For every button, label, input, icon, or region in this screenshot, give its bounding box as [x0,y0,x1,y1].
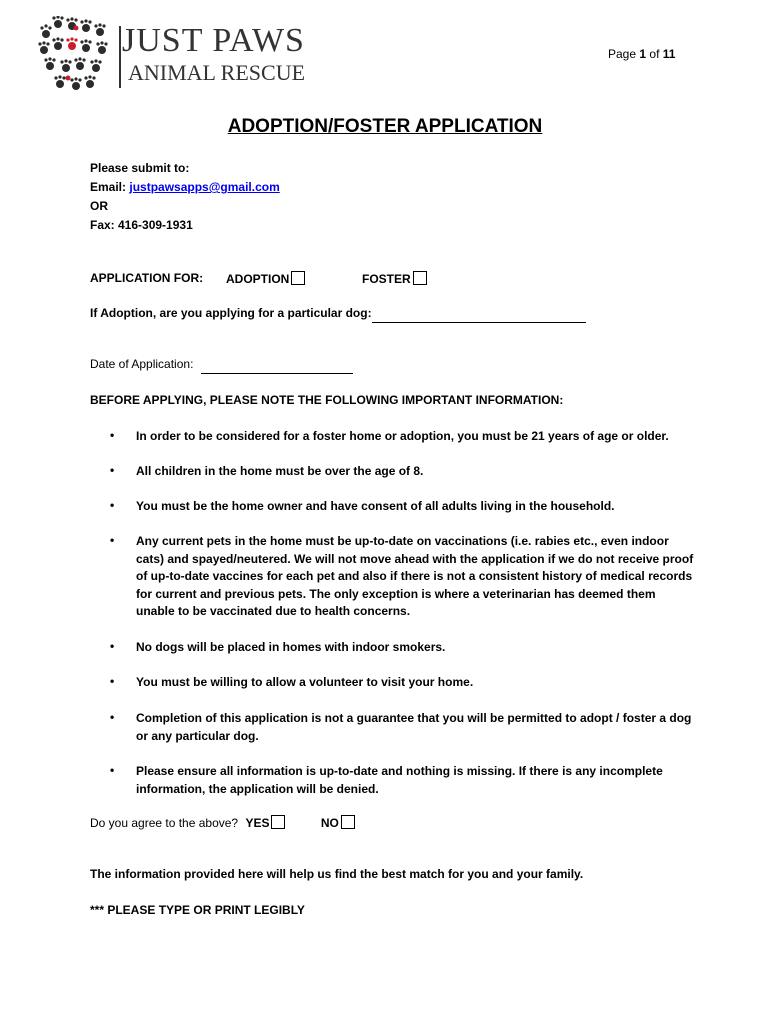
fax-text: Fax: 416-309-1931 [90,218,193,232]
yes-label: YES [245,816,270,830]
list-item: In order to be considered for a foster home or adoption, you must be 21 years of age or older. [136,429,669,443]
date-row [90,357,353,374]
particular-dog-label: If Adoption, are you applying for a particular dog: [90,306,372,320]
logo-line-1: JUST PAWS [122,22,305,59]
page-title: ADOPTION/FOSTER APPLICATION [227,116,543,137]
adoption-label: ADOPTION [226,272,290,286]
submit-heading: Please submit to: [90,161,190,175]
bullet-icon: • [110,710,115,724]
list-item: You must be the home owner and have consent of all adults living in the household. [136,499,615,513]
page-number: Page 1 of 11 [608,47,676,61]
bullet-icon: • [110,533,115,547]
date-field[interactable] [201,359,353,374]
no-label: NO [320,816,339,830]
adoption-checkbox[interactable] [291,271,305,285]
list-item: All children in the home must be over the age of 8. [136,464,424,478]
list-item: You must be willing to allow a volunteer to visit your home. [136,675,474,689]
foster-checkbox[interactable] [413,271,427,285]
list-item: Any current pets in the home must be up-to-date on vaccinations (i.e. rabies etc., even indoor cats) and spayed/neutered. We will not move ahead with the application if we do not receive proof of up-to-date vaccines for each pet and also if there is not a consistent history of medical records for current and previous pets. The only exception is where a veterinarian has deemed them unable to be vaccinated due to health concerns. [136,534,694,618]
bullet-icon: • [110,763,115,777]
email-label: Email: [90,180,127,194]
bullet-icon: • [110,674,115,688]
particular-dog-field[interactable] [372,308,586,323]
bullet-icon: • [110,639,115,653]
agree-row [90,815,355,830]
foster-option [362,271,427,286]
yes-checkbox[interactable] [271,815,285,829]
email-link[interactable]: justpawsapps@gmail.com [129,180,280,194]
particular-dog-row [90,306,586,323]
agree-question: Do you agree to the above? [90,816,239,830]
email-row [90,180,280,194]
list-item: No dogs will be placed in homes with indoor smokers. [136,640,446,654]
adoption-option [226,271,305,286]
application-for-label: APPLICATION FOR: [90,271,204,285]
info-line: The information provided here will help us find the best match for you and your family. [90,867,584,881]
date-label: Date of Application: [90,357,194,371]
paw-prints-icon [38,16,107,90]
or-text: OR [90,199,108,213]
bullet-icon: • [110,498,115,512]
list-item: Please ensure all information is up-to-date and nothing is missing. If there is any incomplete information, the application will be denied. [136,764,663,796]
notice-heading: BEFORE APPLYING, PLEASE NOTE THE FOLLOWING IMPORTANT INFORMATION: [90,393,564,407]
print-note: *** PLEASE TYPE OR PRINT LEGIBLY [90,903,305,917]
bullet-icon: • [110,428,115,442]
bullet-icon: • [110,463,115,477]
foster-label: FOSTER [362,272,411,286]
no-checkbox[interactable] [341,815,355,829]
list-item: Completion of this application is not a guarantee that you will be permitted to adopt / foster a dog or any particular dog. [136,711,692,743]
logo-line-2: ANIMAL RESCUE [128,60,306,85]
